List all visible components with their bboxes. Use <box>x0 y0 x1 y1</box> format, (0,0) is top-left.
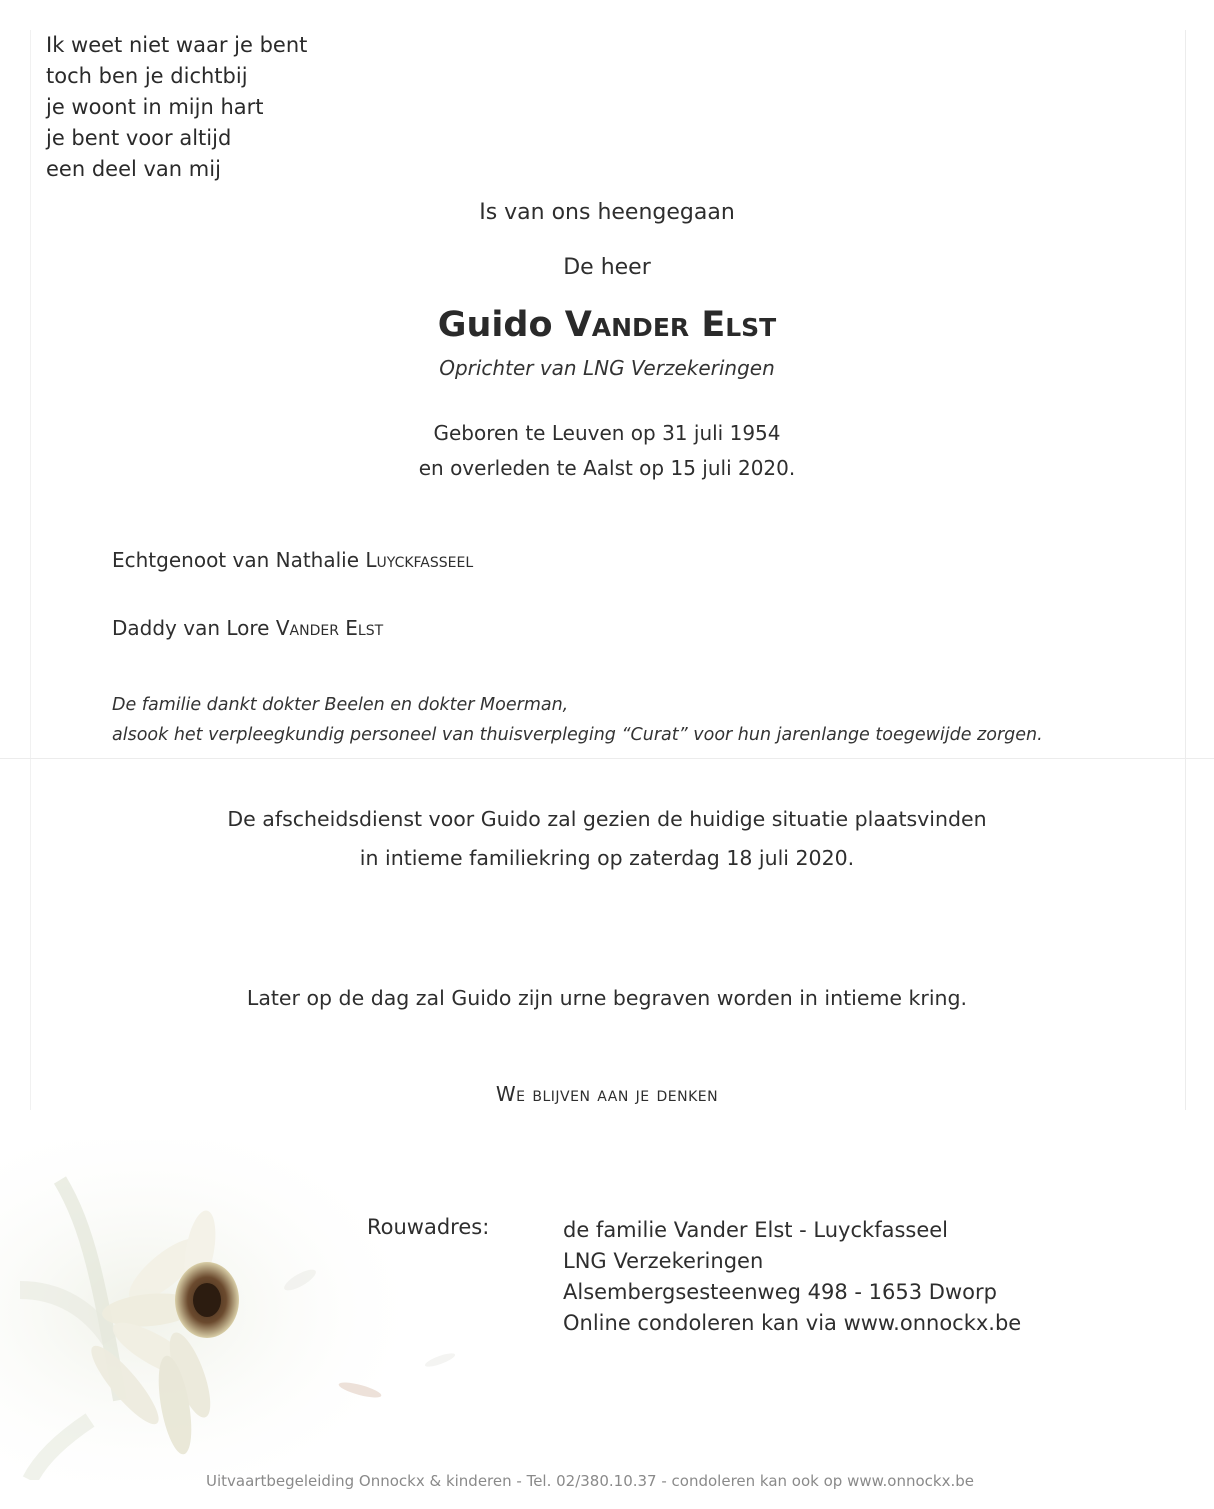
intro-text: Is van ons heengegaan <box>479 200 735 225</box>
card-edge-left <box>30 30 31 1110</box>
poem <box>46 30 307 185</box>
address-label: Rouwadres: <box>367 1215 490 1239</box>
address-line: Online condoleren kan via www.onnockx.be <box>563 1311 1022 1335</box>
burial-line: Later op de dag zal Guido zijn urne begraven worden in intieme kring. <box>246 986 968 1010</box>
address-line: de familie Vander Elst - Luyckfasseel <box>563 1218 949 1242</box>
poem-line: toch ben je dichtbij <box>46 64 248 88</box>
spouse-line <box>112 548 473 572</box>
salutation: De heer <box>563 255 651 280</box>
spouse-prefix: Echtgenoot van Nathalie <box>112 548 360 572</box>
thanks-line-2: alsook het verpleegkundig personeel van thuisverpleging “Curat” voor hun jarenlange toegewijde zorgen. <box>112 725 1043 745</box>
poem-line: Ik weet niet waar je bent <box>46 33 308 57</box>
address-block <box>563 1215 1021 1339</box>
address-line: LNG Verzekeringen <box>563 1249 764 1273</box>
funeral-home-footer: Uitvaartbegeleiding Onnockx & kinderen - Tel. 02/380.10.37 - condoleren kan ook op www.onnockx.be <box>206 1472 974 1490</box>
child-surname: Vander Elst <box>275 616 384 640</box>
last-name: Vander Elst <box>564 305 777 345</box>
child-line <box>112 616 383 640</box>
card-edge-right <box>1185 30 1186 1110</box>
birth-line: Geboren te Leuven op 31 juli 1954 <box>433 421 781 445</box>
deceased-role: Oprichter van LNG Verzekeringen <box>439 356 775 380</box>
poem-line: een deel van mij <box>46 157 221 181</box>
spouse-surname: Luyckfasseel <box>365 548 474 572</box>
thanks-paragraph <box>112 690 1043 750</box>
death-line: en overleden te Aalst op 15 juli 2020. <box>418 456 796 480</box>
thanks-line-1: De familie dankt dokter Beelen en dokter Moerman, <box>112 695 569 715</box>
child-prefix: Daddy van Lore <box>112 616 270 640</box>
flower-illustration <box>0 1140 480 1480</box>
deceased-name <box>0 305 1214 345</box>
fold-line <box>0 758 1214 759</box>
service-line-1: De afscheidsdienst voor Guido zal gezien de huidige situatie plaatsvinden <box>227 807 987 831</box>
poem-line: je woont in mijn hart <box>46 95 264 119</box>
closing-phrase: We blijven aan je denken <box>495 1082 719 1106</box>
service-line-2: in intieme familiekring op zaterdag 18 juli 2020. <box>359 846 855 870</box>
poem-line: je bent voor altijd <box>46 126 232 150</box>
address-line: Alsembergsesteenweg 498 - 1653 Dworp <box>563 1280 997 1304</box>
first-name: Guido <box>437 305 553 345</box>
